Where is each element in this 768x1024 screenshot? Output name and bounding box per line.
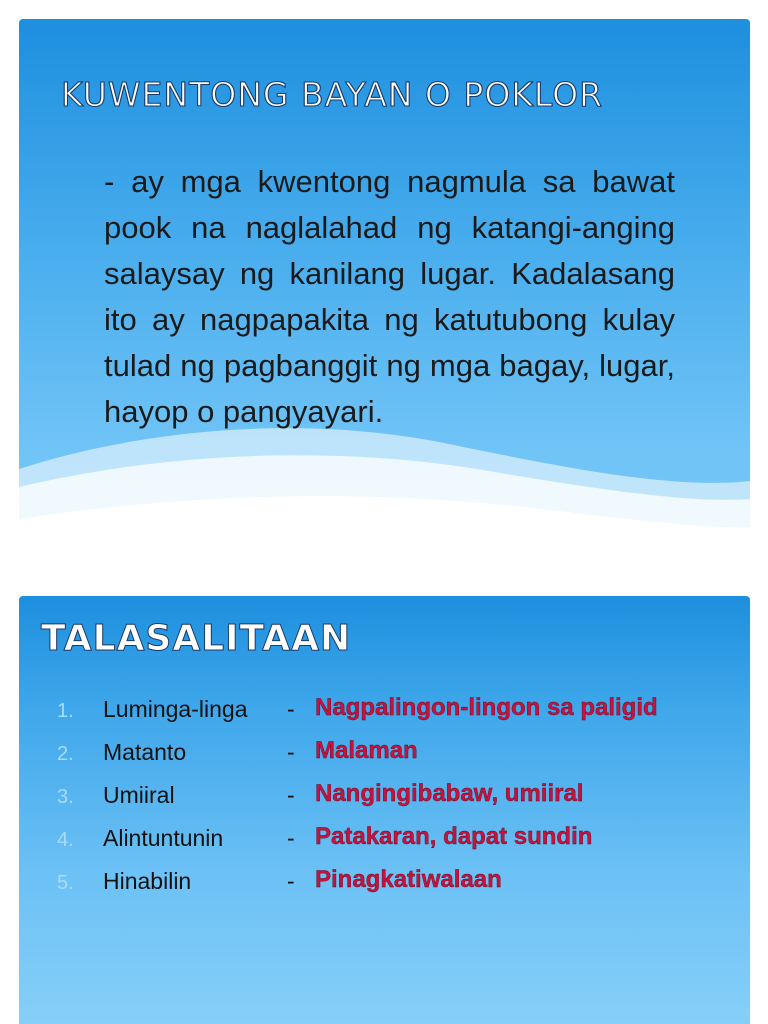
list-number: 1. xyxy=(57,700,74,722)
separator-dash: - xyxy=(287,782,295,808)
vocabulary-item xyxy=(19,823,750,866)
list-number: 5. xyxy=(57,872,74,894)
separator-dash: - xyxy=(287,868,295,894)
list-number: 3. xyxy=(57,786,74,808)
vocabulary-word: Alintuntunin xyxy=(103,825,224,851)
definition-paragraph: - ay mga kwentong nagmula sa bawat pook na naglalahad ng katangi-anging salaysay ng kanilang lugar. Kadalasang ito ay nagpapakita ng katutubong kulay tulad ng pagbanggit ng mga bagay, lugar, hayop o pangyayari. xyxy=(104,164,675,429)
vocabulary-word: Luminga-linga xyxy=(103,696,248,722)
vocabulary-definition: Malaman xyxy=(315,737,418,764)
vocabulary-word: Umiiral xyxy=(103,782,175,808)
vocabulary-item xyxy=(19,737,750,780)
vocabulary-definition: Nagpalingon-lingon sa paligid xyxy=(315,694,658,721)
slide-title: TALASALITAAN xyxy=(41,618,352,659)
vocabulary-item xyxy=(19,780,750,823)
slide-talasalitaan xyxy=(19,596,750,1024)
slide-kuwentong-bayan xyxy=(19,19,750,549)
vocabulary-definition: Patakaran, dapat sundin xyxy=(315,823,593,850)
vocabulary-item xyxy=(19,694,750,737)
vocabulary-list xyxy=(19,694,750,909)
vocabulary-definition: Nangingibabaw, umiiral xyxy=(315,780,584,807)
slide-title: KUWENTONG BAYAN O POKLOR xyxy=(61,75,604,114)
vocabulary-word: Matanto xyxy=(103,739,187,765)
separator-dash: - xyxy=(287,739,295,765)
vocabulary-definition: Pinagkatiwalaan xyxy=(315,866,502,893)
separator-dash: - xyxy=(287,825,295,851)
vocabulary-word: Hinabilin xyxy=(103,868,192,894)
separator-dash: - xyxy=(287,696,295,722)
list-number: 4. xyxy=(57,829,74,851)
list-number: 2. xyxy=(57,743,74,765)
vocabulary-item xyxy=(19,866,750,909)
